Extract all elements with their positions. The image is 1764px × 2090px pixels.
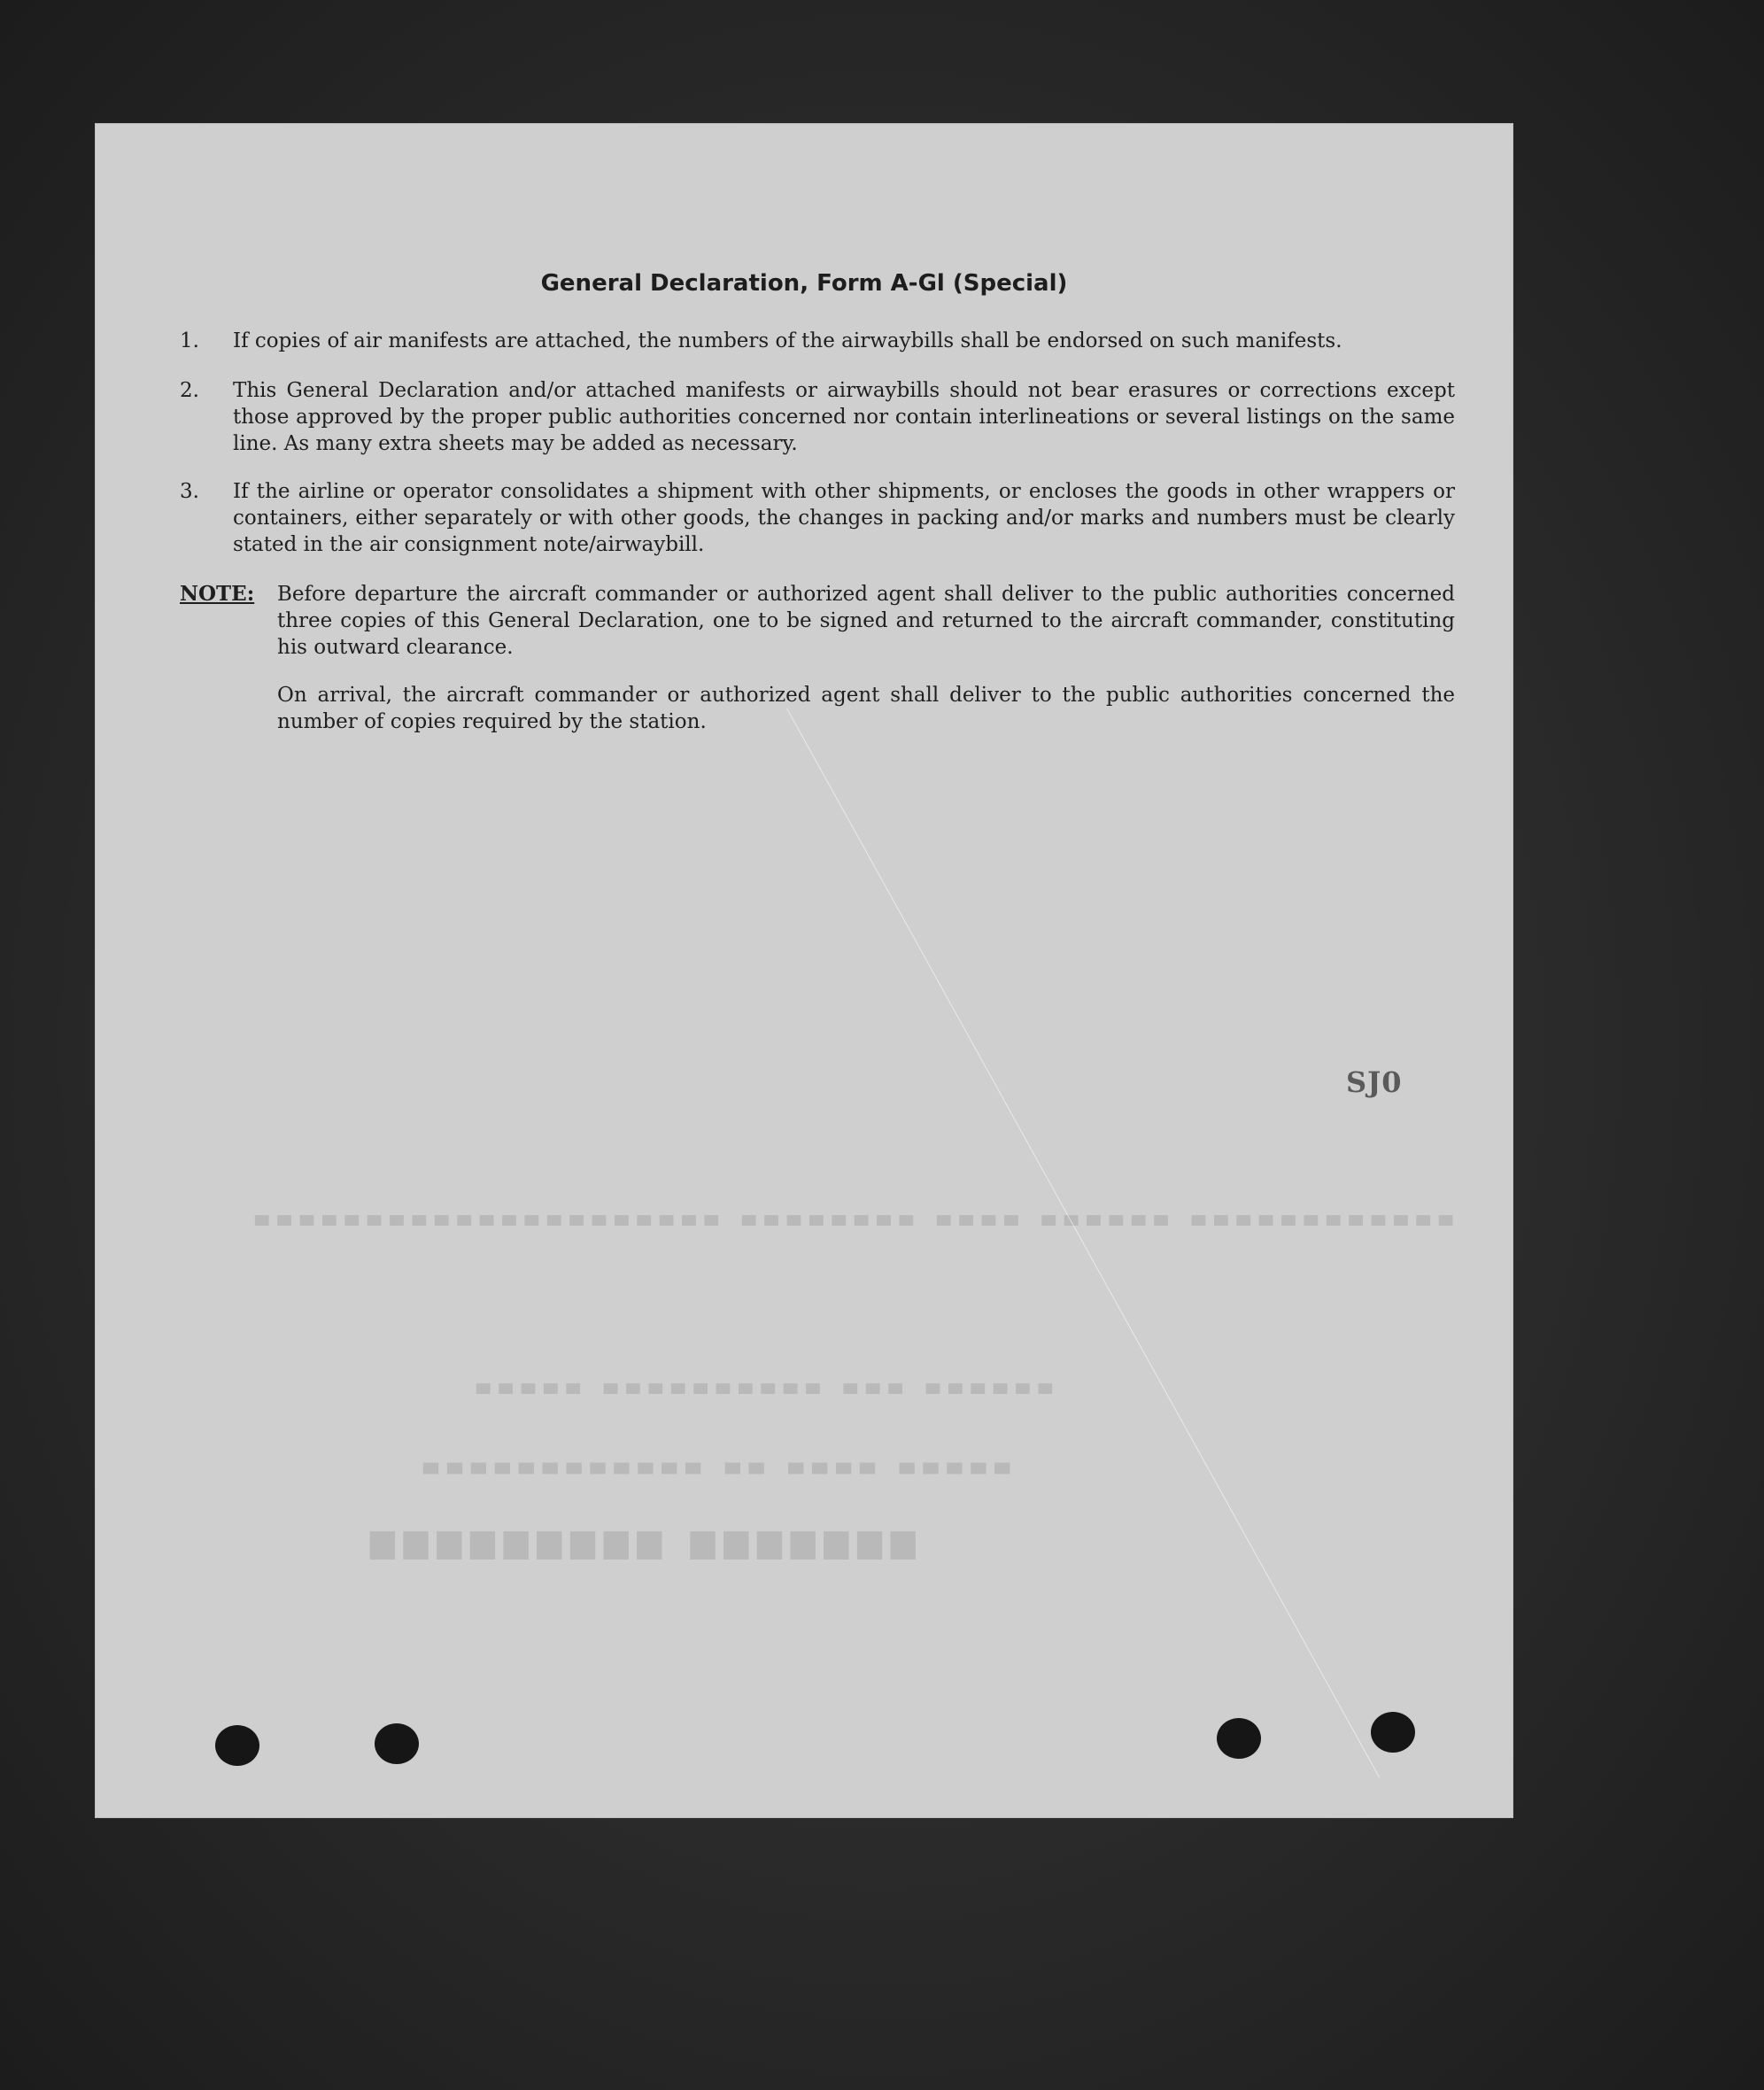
item-number: 2. — [180, 379, 199, 402]
show-through-text: ▄▄▄▄▄▄▄▄▄▄▄▄ ▄▄▄▄▄▄ ▄▄▄▄ ▄▄▄▄▄▄▄▄ ▄▄▄▄▄▄▄▄▄▄▄▄▄▄▄▄▄▄▄▄▄ — [246, 1204, 1453, 1226]
show-through-text: ▆▆▆▆▆▆▆ ▆▆▆▆▆▆▆▆▆ — [361, 1523, 916, 1560]
show-through-text: ▄▄▄▄▄▄ ▄▄▄ ▄▄▄▄▄▄▄▄▄▄ ▄▄▄▄▄ — [468, 1373, 1053, 1394]
document-title: General Declaration, Form A-Gl (Special) — [540, 270, 1068, 297]
stamp-number: SJ0 — [1346, 1065, 1403, 1099]
note-paragraph: On arrival, the aircraft commander or authorized agent shall deliver to the public authorities concerned the number of copies required by the station. — [277, 684, 1455, 733]
punch-hole — [1371, 1712, 1415, 1753]
item-number: 3. — [180, 480, 199, 503]
item-text: This General Declaration and/or attached manifests or airwaybills should not bear erasures or corrections except those approved by the proper public authorities concerned nor contain interlineations or several listings on the same line. As many extra sheets may be added as necessary. — [233, 379, 1455, 455]
punch-hole — [1217, 1718, 1261, 1759]
item-text: If copies of air manifests are attached, the numbers of the airwaybills shall be endorsed on such manifests. — [233, 329, 1342, 352]
punch-hole — [215, 1725, 259, 1766]
list-item — [180, 377, 1455, 457]
paper-sheet — [96, 124, 1513, 1817]
list-item — [180, 328, 1455, 354]
scratch-line — [786, 708, 1380, 1777]
item-number: 1. — [180, 329, 199, 352]
show-through-text: ▄▄▄▄▄ ▄▄▄▄ ▄▄ ▄▄▄▄▄▄▄▄▄▄▄▄ — [414, 1452, 1010, 1475]
note-label: NOTE: — [180, 582, 255, 606]
list-item — [180, 478, 1455, 558]
punch-hole — [375, 1723, 419, 1764]
note-paragraph: Before departure the aircraft commander or authorized agent shall deliver to the public authorities concerned three copies of this General Declaration, one to be signed and returned to the aircraft commander, constituting his outward clearance. — [277, 583, 1455, 659]
item-text: If the airline or operator consolidates a shipment with other shipments, or encloses the goods in other wrappers or containers, either separately or with other goods, the changes in packing and/or marks and numbers must be clearly stated in the air consignment note/airwaybill. — [233, 480, 1455, 556]
